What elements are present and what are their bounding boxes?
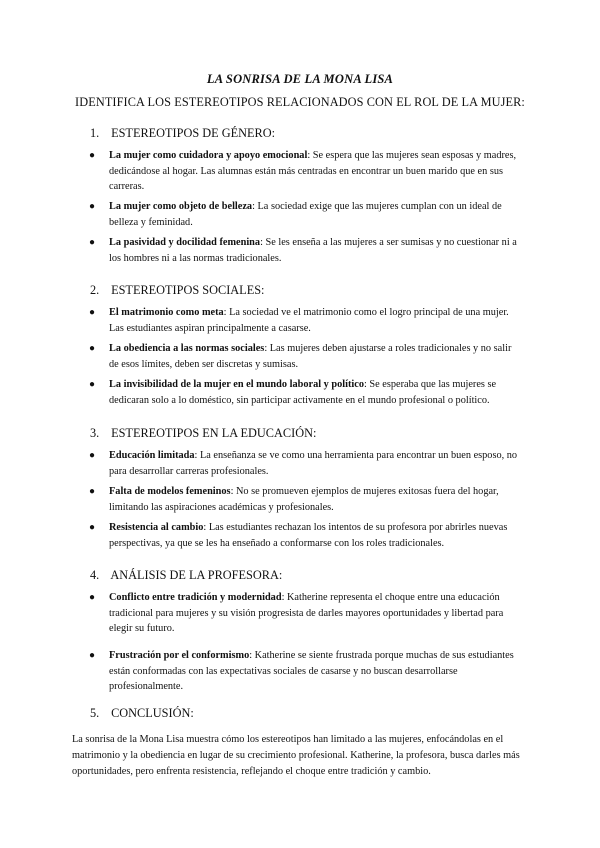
bullet-icon: ● [89, 450, 96, 461]
section-heading-1 [90, 126, 275, 141]
bullet-icon: ● [89, 650, 96, 661]
item-term: Resistencia al cambio [109, 522, 204, 533]
bullet-icon: ● [89, 150, 96, 161]
section-title: ESTEREOTIPOS DE GÉNERO: [111, 126, 276, 140]
section-number: 1. [90, 126, 100, 140]
item-text: : La enseñanza se ve como una herramienta para encontrar un buen esposo, no para desarrollar carreras profesionales. [109, 450, 518, 477]
item-term: Frustración por el conformismo [109, 650, 250, 661]
section-number: 4. [90, 568, 100, 582]
list-item [89, 648, 521, 695]
document-title: LA SONRISA DE LA MONA LISA [206, 72, 394, 86]
bullet-icon: ● [89, 201, 96, 212]
bullet-icon: ● [89, 379, 96, 390]
section-title: ESTEREOTIPOS EN LA EDUCACIÓN: [111, 426, 317, 440]
list-item [89, 590, 521, 637]
section-title: ANÁLISIS DE LA PROFESORA: [110, 568, 283, 582]
item-text: : Las mujeres deben ajustarse a roles tradicionales y no salir de esos límites, deben ser discretas y sumisas. [109, 343, 512, 370]
item-text: : Katherine representa el choque entre una educación tradicional para mujeres y su visión progresista de darles mayores oportunidades y libertad para elegir su futuro. [109, 592, 504, 635]
item-text: : La sociedad ve el matrimonio como el logro principal de una mujer. Las estudiantes aspiran principalmente a casarse. [109, 307, 509, 334]
bullet-icon: ● [89, 592, 96, 603]
list-item [89, 235, 521, 266]
item-text: : Se esperaba que las mujeres se dedicaran solo a lo doméstico, sin participar activamente en el mundo profesional o político. [109, 379, 497, 406]
item-term: La mujer como cuidadora y apoyo emocional [109, 150, 308, 161]
item-term: La obediencia a las normas sociales [109, 343, 265, 354]
list-item [89, 199, 521, 230]
section-number: 2. [90, 283, 100, 297]
item-term: La pasividad y docilidad femenina [109, 237, 261, 248]
list-item [89, 341, 521, 372]
bullet-icon: ● [89, 307, 96, 318]
item-term: El matrimonio como meta [109, 307, 224, 318]
item-text: : Katherine se siente frustrada porque muchas de sus estudiantes están conformadas con las expectativas sociales de casarse y no buscan desarrollarse profesionalmente. [109, 650, 514, 693]
bullet-icon: ● [89, 522, 96, 533]
item-term: Conflicto entre tradición y modernidad [109, 592, 282, 603]
item-term: La invisibilidad de la mujer en el mundo laboral y político [109, 379, 364, 390]
section-number: 5. [90, 706, 100, 720]
item-text: : La sociedad exige que las mujeres cumplan con un ideal de belleza y feminidad. [109, 201, 502, 228]
item-text: : Las estudiantes rechazan los intentos de su profesora por abrirles nuevas perspectivas, ya que se les ha enseñado a conformarse con los roles tradicionales. [109, 522, 508, 549]
bullet-icon: ● [89, 486, 96, 497]
item-text: : No se promueven ejemplos de mujeres exitosas fuera del hogar, limitando las aspiraciones académicas y profesionales. [109, 486, 499, 513]
section-title: ESTEREOTIPOS SOCIALES: [111, 283, 265, 297]
section-heading-4 [90, 568, 282, 583]
section-heading-3 [90, 426, 316, 441]
list-item [89, 520, 521, 551]
item-term: Falta de modelos femeninos [109, 486, 231, 497]
list-item [89, 377, 521, 408]
conclusion-paragraph: La sonrisa de la Mona Lisa muestra cómo los estereotipos han limitado a las mujeres, enfocándolas en el matrimonio y la obediencia en lugar de su crecimiento profesional. Katherine, la profesora, busca darles más oportunidades, pero enfrenta resistencia, reflejando el choque entre tradición y cambio. [72, 734, 520, 777]
item-term: Educación limitada [109, 450, 195, 461]
section-heading-5 [90, 706, 194, 721]
item-text: : Se les enseña a las mujeres a ser sumisas y no cuestionar ni a los hombres ni a las normas tradicionales. [109, 237, 517, 264]
list-item [89, 148, 521, 195]
item-text: : Se espera que las mujeres sean esposas y madres, dedicándose al hogar. Las alumnas están más centradas en encontrar un buen marido que en sus carreras. [109, 150, 517, 193]
bullet-icon: ● [89, 237, 96, 248]
section-number: 3. [90, 426, 100, 440]
item-term: La mujer como objeto de belleza [109, 201, 253, 212]
section-heading-2 [90, 283, 264, 298]
list-item [89, 448, 521, 479]
list-item [89, 484, 521, 515]
section-title: CONCLUSIÓN: [111, 706, 194, 720]
bullet-icon: ● [89, 343, 96, 354]
list-item [89, 305, 521, 336]
document-subtitle: IDENTIFICA LOS ESTEREOTIPOS RELACIONADOS CON EL ROL DE LA MUJER: [75, 95, 525, 109]
